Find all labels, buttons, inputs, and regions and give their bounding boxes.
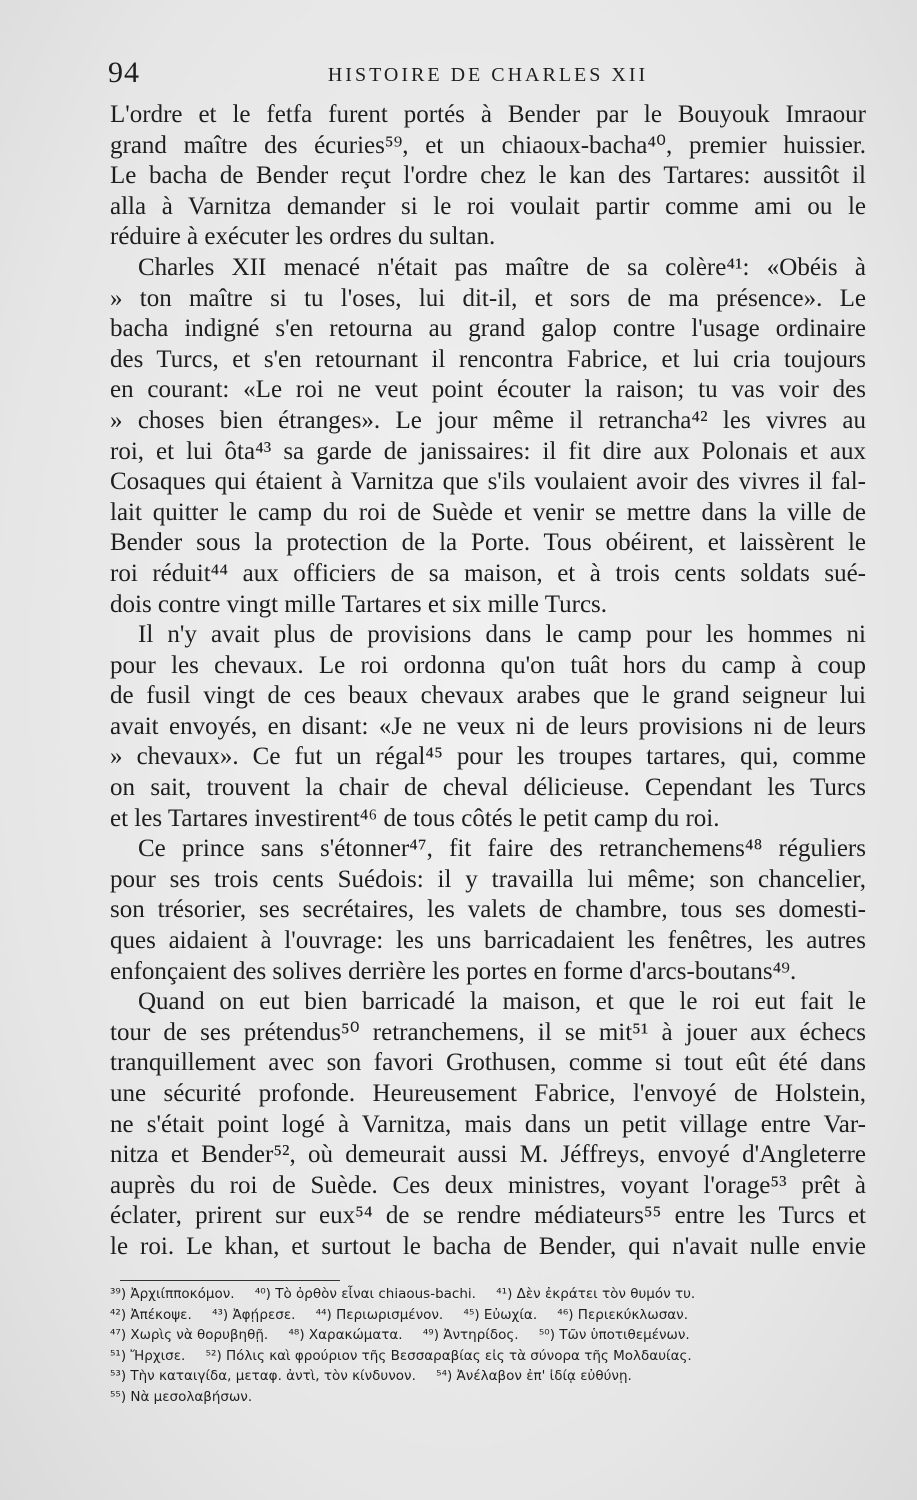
- text-line: auprès du roi de Suède. Ces deux ministres, voyant l'orage⁵³ prêt à: [110, 1171, 866, 1199]
- text-line: une sécurité profonde. Heureusement Fabrice, l'envoyé de Holstein,: [110, 1080, 866, 1107]
- paragraph-1: [110, 100, 866, 253]
- text-line: enfonçaient des solives derrière les portes en forme d'arcs-boutans⁴⁹.: [110, 957, 797, 985]
- footnote-divider: [120, 1280, 340, 1281]
- page-number: 94: [108, 56, 140, 89]
- footnote: ⁴⁵) Εὐωχία.: [463, 1306, 538, 1323]
- text-line: » ton maître si tu l'oses, lui dit-il, et sors de ma présence». Le: [110, 284, 866, 312]
- paragraph-2: [110, 253, 866, 620]
- text-line: son trésorier, ses secrétaires, les valets de chambre, tous ses domesti-: [110, 896, 866, 924]
- body-text: [110, 100, 866, 1263]
- footnote: ⁴⁷) Χωρὶς νὰ θορυβηθῇ.: [110, 1327, 269, 1343]
- paragraph-5: [110, 987, 866, 1262]
- text-line: pour ses trois cents Suédois: il y travailla lui même; son chancelier,: [110, 865, 866, 893]
- footnote: ⁴⁹) Ἀντηρίδος.: [422, 1327, 519, 1343]
- text-line: des Turcs, et s'en retournant il rencontra Fabrice, et lui cria toujours: [110, 345, 866, 373]
- footnote-line: [110, 1305, 870, 1326]
- text-line: Cosaques qui étaient à Varnitza que s'ils voulaient avoir des vivres il fal-: [110, 468, 866, 496]
- footnote-line: [110, 1346, 870, 1367]
- text-line: on sait, trouvent la chair de cheval délicieuse. Cependant les Turcs: [110, 774, 866, 802]
- text-line: Ce prince sans s'étonner⁴⁷, fit faire des retranchemens⁴⁸ réguliers: [138, 835, 866, 863]
- footnote: ⁴²) Ἀπέκοψε.: [110, 1306, 192, 1323]
- footnote: ³⁹) Ἀρχιίπποκόμον.: [110, 1286, 235, 1302]
- footnote: ⁵³) Τὴν καταιγίδα, μεταφ. ἀντὶ, τὸν κίνδυνον.: [110, 1368, 416, 1384]
- text-line: roi réduit⁴⁴ aux officiers de sa maison, et à trois cents soldats sué-: [110, 559, 866, 587]
- footnote: ⁵⁰) Τῶν ὑποτιθεμένων.: [538, 1327, 690, 1343]
- text-line: dois contre vingt mille Tartares et six mille Turcs.: [110, 590, 608, 618]
- text-line: ne s'était point logé à Varnitza, mais dans un petit village entre Var-: [110, 1110, 866, 1138]
- footnote: ⁴⁶) Περιεκύκλωσαν.: [557, 1306, 688, 1323]
- text-line: nitza et Bender⁵², où demeurait aussi M. Jéffreys, envoyé d'Angleterre: [110, 1141, 866, 1169]
- footnote: ⁴¹) Δὲν ἐκράτει τὸν θυμόν τυ.: [496, 1286, 696, 1302]
- text-line: alla à Varnitza demander si le roi voulait partir comme ami ou le: [110, 192, 866, 220]
- text-line: grand maître des écuries⁵⁹, et un chiaoux-bacha⁴⁰, premier huissier.: [110, 131, 866, 159]
- running-head: HISTOIRE DE CHARLES XII: [327, 64, 649, 86]
- text-line: lait quitter le camp du roi de Suède et venir se mettre dans la ville de: [110, 498, 866, 526]
- footnote: ⁴⁴) Περιωρισμένον.: [315, 1306, 444, 1323]
- text-line: L'ordre et le fetfa furent portés à Bender par le Bouyouk Imraour: [110, 101, 866, 128]
- text-line: le roi. Le khan, et surtout le bacha de Bender, qui n'avait nulle envie: [110, 1232, 866, 1260]
- page-header: [108, 56, 868, 96]
- text-line: de fusil vingt de ces beaux chevaux arabes que le grand seigneur lui: [110, 682, 866, 710]
- paragraph-4: [110, 834, 866, 987]
- footnote: ⁴³) Ἀφῄρεσε.: [212, 1306, 296, 1323]
- footnote-line: [110, 1284, 870, 1305]
- text-line: Le bacha de Bender reçut l'ordre chez le kan des Tartares: aussitôt il: [110, 162, 866, 190]
- text-line: en courant: «Le roi ne veut point écouter la raison; tu vas voir des: [110, 376, 866, 404]
- paragraph-3: [110, 620, 866, 834]
- text-line: Il n'y avait plus de provisions dans le camp pour les hommes ni: [138, 621, 866, 649]
- footnote: ⁴⁰) Τὸ ὀρθὸν εἶναι chiaous-bachi.: [254, 1286, 476, 1302]
- text-line: Quand on eut bien barricadé la maison, et que le roi eut fait le: [138, 988, 866, 1016]
- text-line: » chevaux». Ce fut un régal⁴⁵ pour les troupes tartares, qui, comme: [110, 743, 866, 771]
- text-line: roi, et lui ôta⁴³ sa garde de janissaires: il fit dire aux Polonais et aux: [110, 437, 866, 465]
- text-line: et les Tartares investirent⁴⁶ de tous côtés le petit camp du roi.: [110, 804, 720, 832]
- text-line: Charles XII menacé n'était pas maître de sa colère⁴¹: «Obéis à: [138, 253, 866, 281]
- footnote: ⁵²) Πόλις καὶ φρούριον τῆς Βεσσαραβίας εἰς τὰ σύνορα τῆς Μολδαυίας.: [205, 1347, 692, 1364]
- text-line: bacha indigné s'en retourna au grand galop contre l'usage ordinaire: [110, 315, 866, 343]
- text-line: » choses bien étranges». Le jour même il retrancha⁴² les vivres au: [110, 406, 866, 434]
- footnote: ⁵⁵) Νὰ μεσολαβήσων.: [110, 1388, 253, 1405]
- text-line: éclater, prirent sur eux⁵⁴ de se rendre médiateurs⁵⁵ entre les Turcs et: [110, 1202, 866, 1230]
- footnote: ⁴⁸) Χαρακώματα.: [288, 1327, 403, 1343]
- footnote: ⁵⁴) Ἀνέλαβον ἐπ' ἰδίᾳ εὐθύνῃ.: [436, 1368, 632, 1384]
- footnote-line: [110, 1325, 870, 1346]
- text-line: pour les chevaux. Le roi ordonna qu'on tuât hors du camp à coup: [110, 651, 866, 679]
- text-line: tour de ses prétendus⁵⁰ retranchemens, il se mit⁵¹ à jouer aux échecs: [110, 1018, 866, 1046]
- text-line: réduire à exécuter les ordres du sultan.: [110, 223, 496, 251]
- footnote-line: [110, 1387, 870, 1408]
- text-line: ques aidaient à l'ouvrage: les uns barricadaient les fenêtres, les autres: [110, 927, 866, 955]
- text-line: avait envoyés, en disant: «Je ne veux ni de leurs provisions ni de leurs: [110, 712, 866, 740]
- text-line: Bender sous la protection de la Porte. Tous obéirent, et laissèrent le: [110, 529, 866, 557]
- footnotes: [110, 1284, 870, 1407]
- footnote: ⁵¹) Ἤρχισε.: [110, 1347, 186, 1364]
- text-line: tranquillement avec son favori Grothusen, comme si tout eût été dans: [110, 1049, 866, 1077]
- footnote-line: [110, 1366, 870, 1387]
